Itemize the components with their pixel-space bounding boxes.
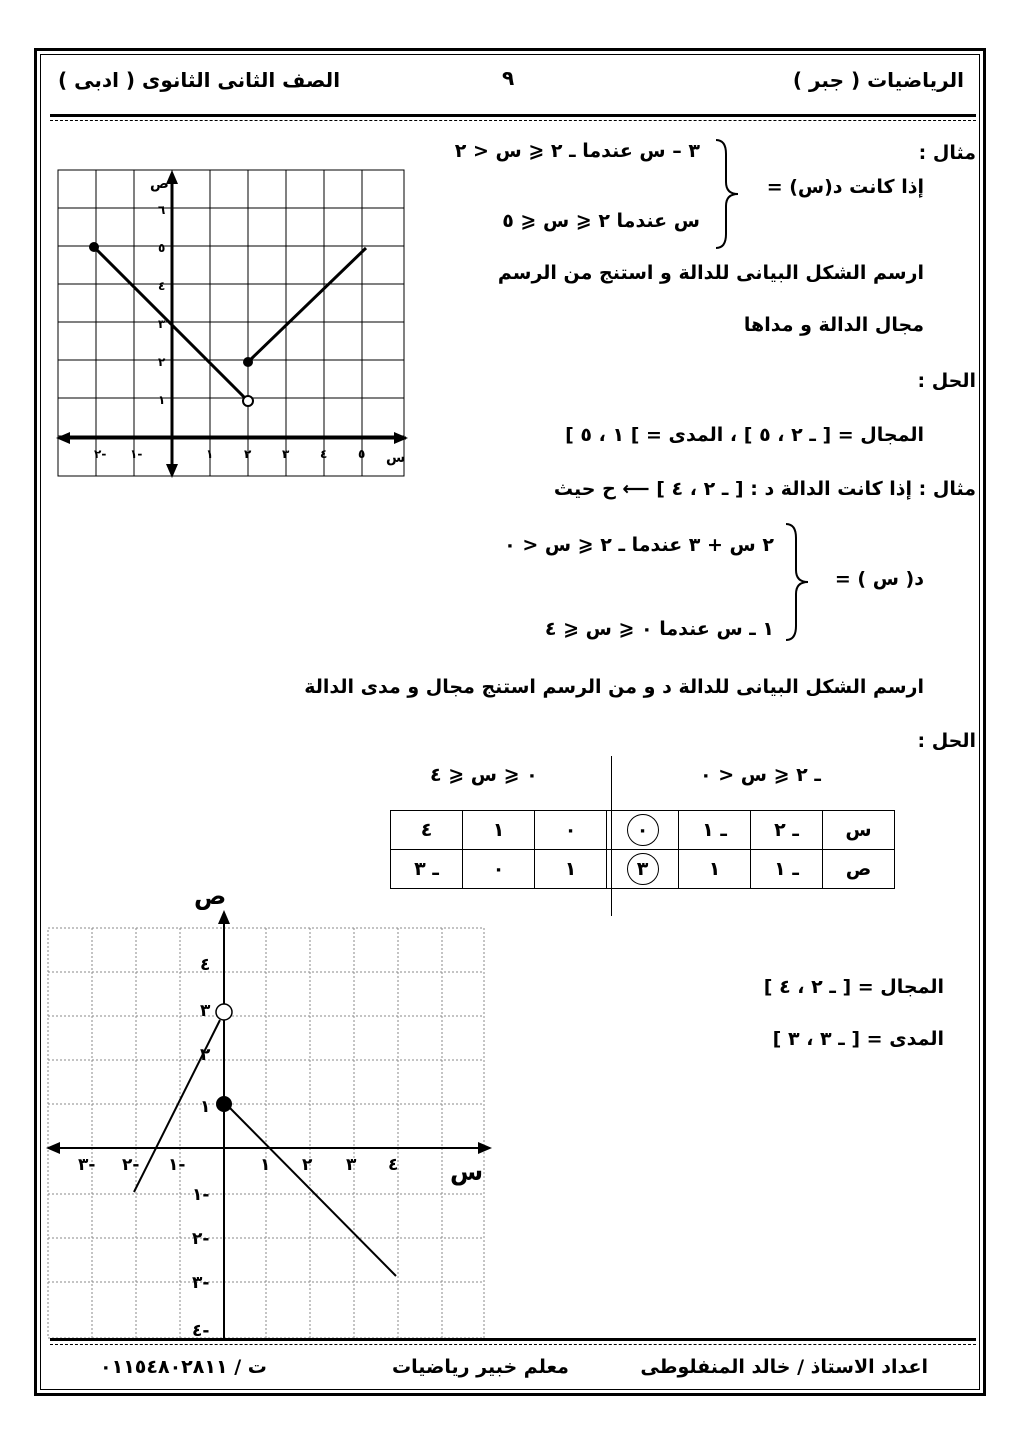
- example2-solution-label: الحل :: [917, 730, 976, 752]
- values-table: [390, 810, 895, 889]
- table-cell: ـ ٢: [751, 811, 823, 850]
- graph2-ytick: ١-: [192, 1185, 210, 1205]
- graph2-xtick: ٢-: [122, 1155, 140, 1175]
- header-divider-dashed: [50, 120, 976, 121]
- graph1-ytick: ٦: [158, 203, 166, 217]
- graph1-xtick: ٥: [358, 447, 366, 461]
- circled-value: ٠: [627, 814, 659, 846]
- header-page-number: ٩: [502, 66, 515, 90]
- example2-graph: [44, 880, 494, 1342]
- interval-right-heading: ٠ ⩽ س ⩽ ٤: [430, 764, 538, 786]
- graph2-xtick: ٣-: [78, 1155, 96, 1175]
- graph2-ytick: ١: [200, 1097, 211, 1117]
- graph1-xtick: ٢: [244, 447, 252, 461]
- table-cell-circled: [607, 811, 679, 850]
- header-grade: الصف الثانى الثانوى ( ادبى ): [58, 68, 341, 92]
- graph1-ytick: ٣: [158, 317, 166, 331]
- table-cell-circled: [607, 850, 679, 889]
- table-x-header: س: [823, 811, 895, 850]
- example1-task-line1: ارسم الشكل البيانى للدالة و استنج من الرسم: [497, 262, 924, 284]
- table-cell: ٠: [463, 850, 535, 889]
- example2-case1: ٢ س + ٣ عندما ـ ٢ ⩽ س < ٠: [504, 534, 774, 556]
- table-cell: ١: [535, 850, 607, 889]
- footer-divider: [50, 1338, 976, 1341]
- graph1-xtick: ٣: [282, 447, 290, 461]
- example2-task: ارسم الشكل البيانى للدالة د و من الرسم استنج مجال و مدى الدالة: [304, 676, 924, 698]
- footer-title: معلم خبير رياضيات: [392, 1356, 569, 1378]
- example1-answer: المجال = [ ـ ٢ ، ٥ ] ، المدى = ] ١ ، ٥ ]: [565, 424, 924, 446]
- example1-label: مثال :: [918, 142, 976, 164]
- graph2-xtick: ٣: [346, 1155, 357, 1175]
- example2-range-answer: المدى = [ ـ ٣ ، ٣ ]: [772, 1028, 944, 1050]
- header-subject: الرياضيات ( جبر ): [792, 68, 964, 92]
- graph2-xtick: ٤: [388, 1155, 399, 1175]
- example2-domain-answer: المجال = [ ـ ٢ ، ٤ ]: [763, 976, 944, 998]
- example2-case2: ١ ـ س عندما ٠ ⩽ س ⩽ ٤: [544, 618, 774, 640]
- graph2-xtick: ١-: [168, 1155, 186, 1175]
- graph1-ytick: ٤: [158, 279, 166, 293]
- header-divider: [50, 114, 976, 117]
- graph1-ytick: ٢: [158, 355, 166, 369]
- graph1-y-label: ص: [150, 176, 169, 192]
- graph2-y-label: ص: [194, 882, 227, 910]
- graph2-ytick: ٢-: [192, 1229, 210, 1249]
- footer-phone: ت / ٠١١٥٤٨٠٢٨١١: [100, 1356, 267, 1378]
- footer-author: اعداد الاستاذ / خالد المنفلوطى: [640, 1356, 928, 1378]
- graph2-ytick: ٤-: [192, 1321, 210, 1341]
- example2-statement: مثال : إذا كانت الدالة د : [ ـ ٢ ، ٤ ] ⟵ ح حيث: [553, 478, 976, 500]
- graph1-xtick: ١-: [130, 447, 143, 461]
- graph2-ytick: ٢: [200, 1045, 211, 1065]
- table-cell: ـ ١: [751, 850, 823, 889]
- interval-left-heading: ـ ٢ ⩽ س < ٠: [700, 764, 821, 786]
- circled-value: ٣: [627, 853, 659, 885]
- table-y-header: ص: [823, 850, 895, 889]
- example2-lhs: د( س ) =: [834, 568, 924, 590]
- graph1-x-label: س: [386, 450, 406, 466]
- table-cell: ٠: [535, 811, 607, 850]
- example1-brace: [712, 136, 746, 252]
- table-cell: ـ ٣: [391, 850, 463, 889]
- graph2-xtick: ١: [260, 1155, 271, 1175]
- example1-graph: [56, 168, 408, 480]
- example1-case2: س عندما ٢ ⩽ س ⩽ ٥: [502, 210, 700, 232]
- graph1-xtick: ٤: [320, 447, 328, 461]
- footer-divider-dashed: [50, 1344, 976, 1345]
- example1-intro: إذا كانت د(س) =: [766, 176, 924, 198]
- graph2-xtick: ٢: [302, 1155, 313, 1175]
- table-cell: ٤: [391, 811, 463, 850]
- example1-task-line2: مجال الدالة و مداها: [743, 314, 924, 336]
- table-cell: ـ ١: [679, 811, 751, 850]
- graph2-x-label: س: [450, 1158, 484, 1186]
- table-cell: ١: [679, 850, 751, 889]
- example1-solution-label: الحل :: [917, 370, 976, 392]
- graph1-xtick: ٢-: [94, 447, 107, 461]
- graph2-ytick: ٣-: [192, 1273, 210, 1293]
- graph2-ytick: ٣: [200, 1001, 211, 1021]
- graph1-ytick: ١: [158, 393, 166, 407]
- example2-brace: [782, 520, 816, 644]
- graph1-xtick: ١: [206, 447, 214, 461]
- graph2-ytick: ٤: [200, 955, 211, 975]
- table-cell: ١: [463, 811, 535, 850]
- example1-case1: ٣ – س عندما ـ ٢ ⩽ س < ٢: [454, 140, 700, 162]
- table-row: [391, 811, 895, 850]
- graph1-ytick: ٥: [158, 241, 166, 255]
